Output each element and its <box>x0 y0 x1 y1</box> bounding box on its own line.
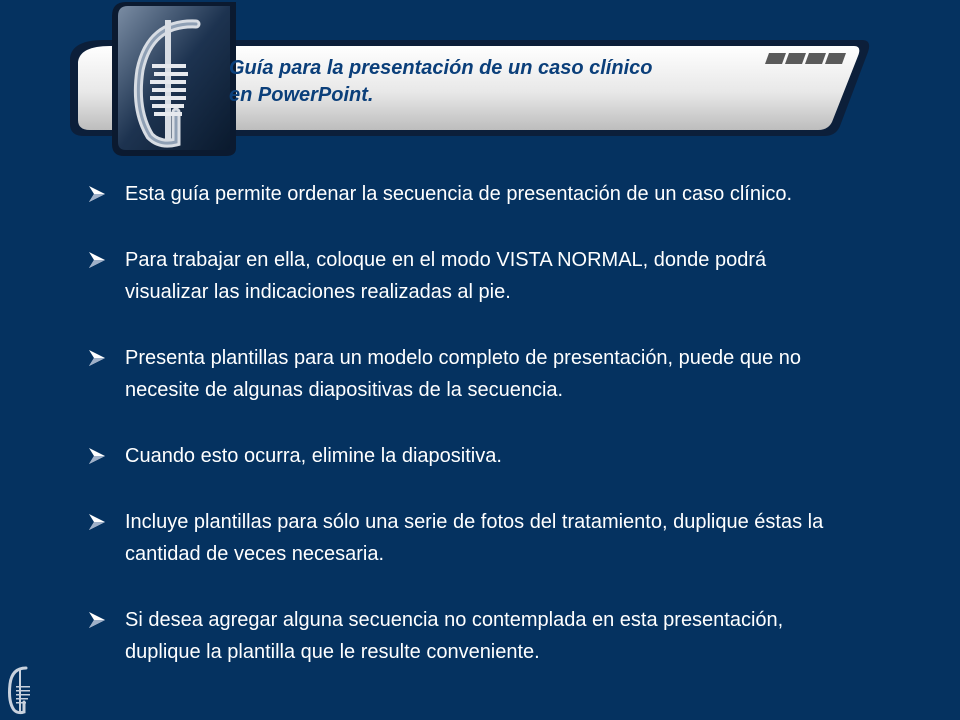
g-logo-icon <box>112 2 236 156</box>
arrowhead-bullet-icon <box>88 447 106 465</box>
bullet-item <box>88 342 848 406</box>
arrowhead-bullet-icon <box>88 185 106 203</box>
slide-title-line1: Guía para la presentación de un caso clínico <box>229 57 653 79</box>
bullet-item <box>88 244 848 308</box>
bullet-item <box>88 178 848 210</box>
bullet-text: Cuando esto ocurra, elimine la diapositiva. <box>125 445 502 467</box>
bullet-text: Incluye plantillas para sólo una serie de fotos del tratamiento, duplique éstas la cantidad de veces necesaria. <box>125 511 824 565</box>
arrowhead-bullet-icon <box>88 611 106 629</box>
bullet-text: Si desea agregar alguna secuencia no contemplada en esta presentación, duplique la plantilla que le resulte conveniente. <box>125 609 784 663</box>
slide-title <box>229 55 789 109</box>
arrowhead-bullet-icon <box>88 513 106 531</box>
slide-title-line2: en PowerPoint. <box>229 84 374 106</box>
arrowhead-bullet-icon <box>88 349 106 367</box>
bullet-item <box>88 506 848 570</box>
arrowhead-bullet-icon <box>88 251 106 269</box>
bullet-list <box>88 178 848 702</box>
bullet-text: Presenta plantillas para un modelo completo de presentación, puede que no necesite de algunas diapositivas de la secuencia. <box>125 347 802 401</box>
bullet-item <box>88 440 848 472</box>
bullet-text: Para trabajar en ella, coloque en el modo VISTA NORMAL, donde podrá visualizar las indicaciones realizadas al pie. <box>125 249 767 303</box>
bullet-text: Esta guía permite ordenar la secuencia de presentación de un caso clínico. <box>125 183 793 205</box>
small-g-logo-icon <box>4 664 36 716</box>
bullet-item <box>88 604 848 668</box>
